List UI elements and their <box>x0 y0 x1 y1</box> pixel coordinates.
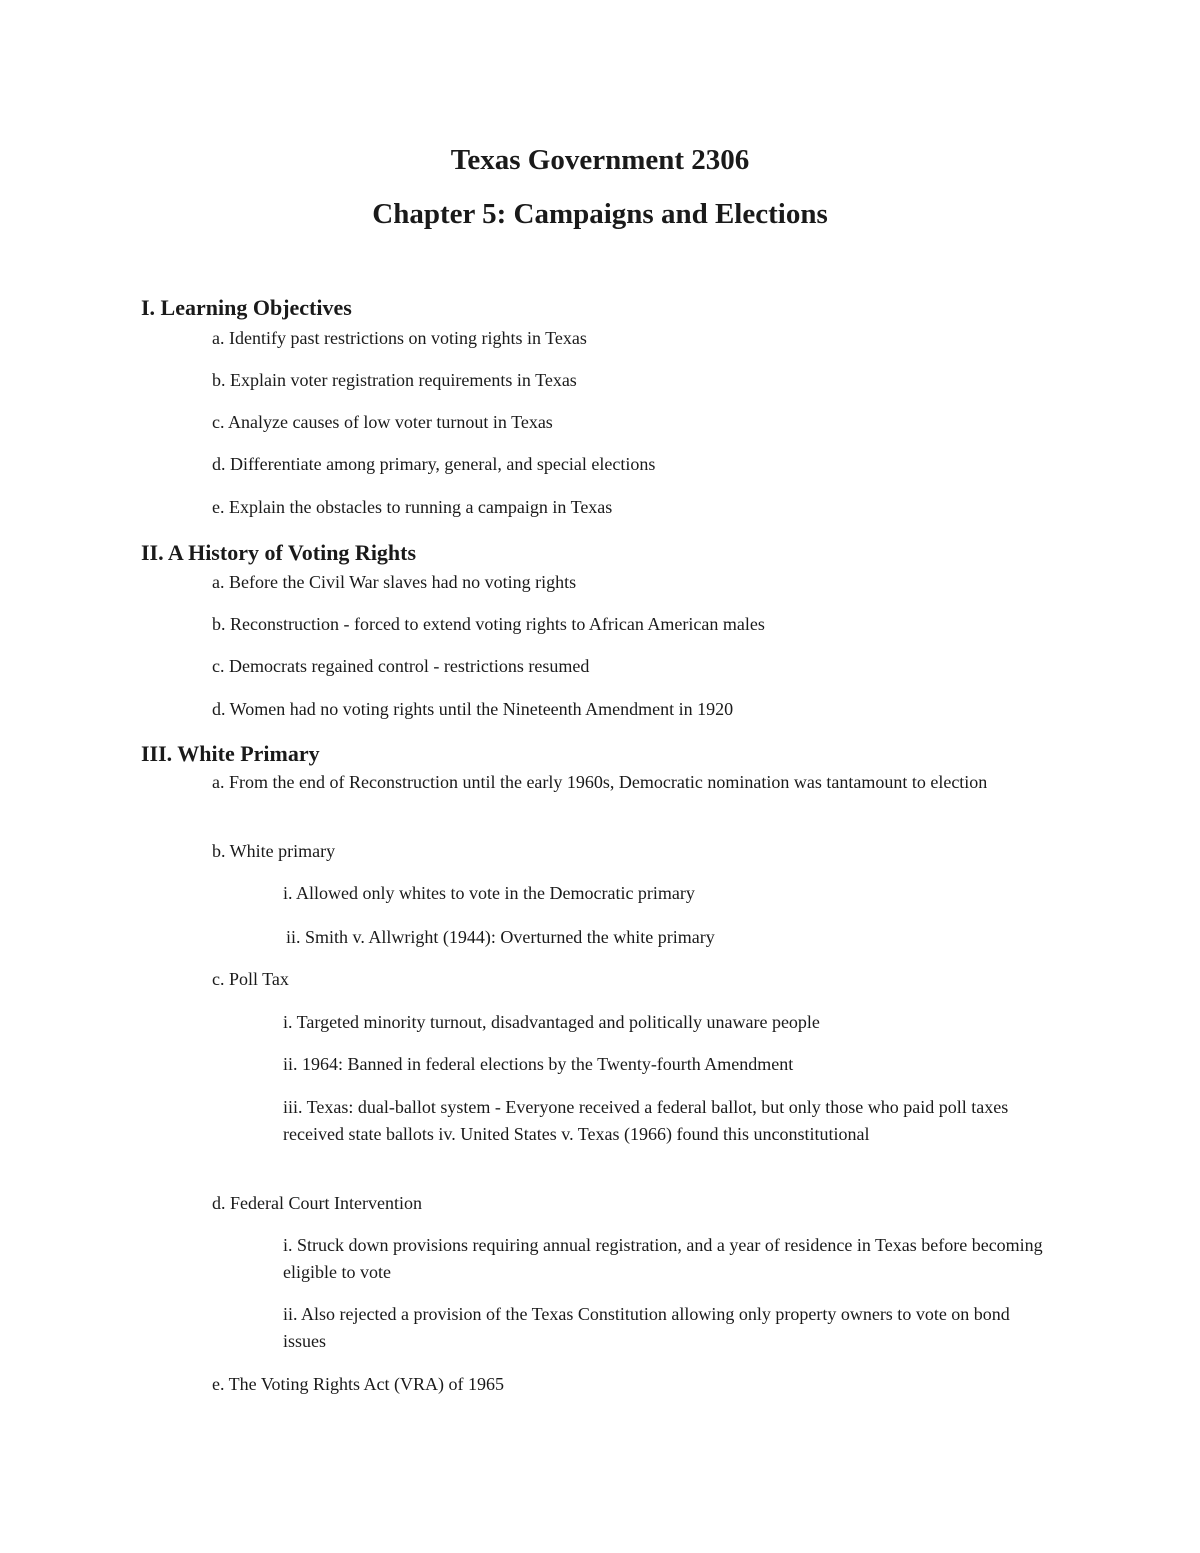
list-item-text: b. Explain voter registration requirements in Texas <box>212 370 577 390</box>
list-item <box>141 1301 1101 1355</box>
section-history-voting-rights <box>141 539 1101 567</box>
list-item <box>141 409 1101 436</box>
list-item <box>141 696 1101 723</box>
list-item <box>141 1094 1101 1148</box>
list-item-text: iii. Texas: dual-ballot system - Everyone received a federal ballot, but only those who paid poll taxes received state ballots iv. United States v. Texas (1966) found this unconstitutional <box>283 1097 1009 1144</box>
document-subtitle: Chapter 5: Campaigns and Elections <box>372 198 828 230</box>
list-item-text: e. Explain the obstacles to running a campaign in Texas <box>212 497 613 517</box>
section-heading: I. Learning Objectives <box>141 295 352 320</box>
list-item-text: a. From the end of Reconstruction until the early 1960s, Democratic nomination was tantamount to election <box>212 772 988 792</box>
list-item <box>141 451 1101 478</box>
list-item <box>141 569 1101 596</box>
list-item-text: a. Before the Civil War slaves had no voting rights <box>212 572 577 592</box>
list-item-text: i. Targeted minority turnout, disadvantaged and politically unaware people <box>283 1012 820 1032</box>
list-item <box>141 966 1101 993</box>
list-item-text: i. Struck down provisions requiring annual registration, and a year of residence in Texas before becoming eligible to vote <box>283 1235 1043 1282</box>
list-item-text: d. Women had no voting rights until the Nineteenth Amendment in 1920 <box>212 699 734 719</box>
list-item <box>141 1051 1101 1078</box>
list-item-text: d. Differentiate among primary, general, and special elections <box>212 454 656 474</box>
list-item-text: e. The Voting Rights Act (VRA) of 1965 <box>212 1374 504 1394</box>
list-item-text: c. Democrats regained control - restrictions resumed <box>212 656 590 676</box>
list-item <box>141 1190 1101 1217</box>
list-item-text: c. Analyze causes of low voter turnout in Texas <box>212 412 553 432</box>
list-item-text: b. Reconstruction - forced to extend voting rights to African American males <box>212 614 765 634</box>
section-heading: III. White Primary <box>141 741 320 766</box>
list-item-text: a. Identify past restrictions on voting rights in Texas <box>212 328 587 348</box>
document-title: Texas Government 2306 <box>450 144 750 176</box>
list-item-text: ii. Also rejected a provision of the Texas Constitution allowing only property owners to vote on bond issues <box>283 1304 1010 1351</box>
list-item <box>141 924 1101 951</box>
section-white-primary <box>141 740 1101 768</box>
list-item <box>141 1232 1101 1286</box>
list-item <box>141 769 1101 796</box>
list-item-text: d. Federal Court Intervention <box>212 1193 422 1213</box>
list-item <box>141 838 1101 865</box>
list-item <box>141 325 1101 352</box>
list-item-text: ii. 1964: Banned in federal elections by the Twenty-fourth Amendment <box>283 1054 794 1074</box>
list-item <box>141 653 1101 680</box>
list-item <box>141 611 1101 638</box>
list-item <box>141 880 1101 907</box>
list-item <box>141 1371 1101 1398</box>
list-item <box>141 494 1101 521</box>
list-item <box>141 367 1101 394</box>
list-item <box>141 1009 1101 1036</box>
list-item-text: b. White primary <box>212 841 336 861</box>
list-item-text: ii. Smith v. Allwright (1944): Overturned the white primary <box>286 927 715 947</box>
section-learning-objectives <box>141 294 1101 322</box>
list-item-text: c. Poll Tax <box>212 969 289 989</box>
list-item-text: i. Allowed only whites to vote in the Democratic primary <box>283 883 695 903</box>
section-heading: II. A History of Voting Rights <box>141 540 417 565</box>
